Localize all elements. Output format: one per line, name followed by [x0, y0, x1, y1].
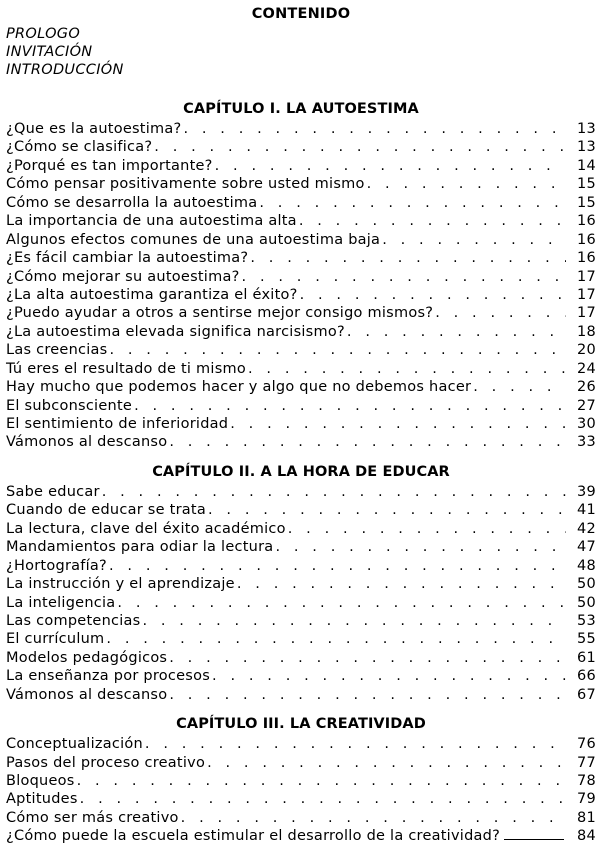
dot-leader	[109, 557, 566, 575]
toc-page-number: 16	[577, 231, 596, 248]
toc-entry-title: La instrucción y el aprendizaje	[6, 576, 235, 593]
toc-entry	[6, 686, 596, 704]
page-title: CONTENIDO	[251, 6, 351, 22]
table-of-contents-page	[6, 4, 596, 846]
toc-entry-title: La inteligencia	[6, 594, 116, 611]
toc-entry-title: Cómo pensar positivamente sobre usted mismo	[6, 176, 365, 193]
toc-entry-title: ¿La autoestima elevada significa narcisismo?	[6, 323, 345, 340]
dot-leader	[80, 790, 566, 808]
toc-entry-title: Vámonos al descanso	[6, 434, 168, 451]
toc-entry	[6, 649, 596, 667]
toc-entry-title: ¿Cómo se clasifica?	[6, 139, 153, 156]
front-matter-introduccion: INTRODUCCIÓN	[6, 62, 124, 78]
toc-entry	[6, 575, 596, 593]
toc-page-number: 15	[577, 194, 596, 211]
toc-entry	[6, 520, 596, 538]
toc-entry-title: Mandamientos para odiar la lectura	[6, 539, 274, 556]
dot-leader	[435, 304, 566, 322]
toc-page-number: 14	[577, 157, 596, 174]
toc-page-number: 17	[577, 286, 596, 303]
toc-entry-title: El subconsciente	[6, 397, 133, 414]
toc-entry	[6, 415, 596, 433]
dot-leader	[288, 520, 566, 538]
toc-entry-title: Modelos pedagógicos	[6, 649, 168, 666]
toc-page-number: 39	[577, 483, 596, 500]
toc-page-number: 42	[577, 520, 596, 537]
chapter-entries	[6, 735, 596, 846]
dot-leader	[367, 175, 566, 193]
dot-leader	[109, 341, 566, 359]
toc-page-number: 15	[577, 176, 596, 193]
toc-page-number: 66	[577, 668, 596, 685]
toc-entry-title: Cómo ser más creativo	[6, 809, 179, 826]
toc-page-number: 16	[577, 213, 596, 230]
toc-entry	[6, 138, 596, 156]
toc-entry	[6, 341, 596, 359]
dot-leader	[117, 594, 566, 612]
front-matter-invitacion: INVITACIÓN	[6, 44, 93, 60]
dot-leader	[77, 772, 566, 790]
toc-entry-title: Las creencias	[6, 342, 108, 359]
toc-entry	[6, 501, 596, 519]
dot-leader	[299, 212, 566, 230]
chapter-section	[6, 462, 596, 704]
toc-page-number: 78	[577, 773, 596, 789]
toc-entry	[6, 538, 596, 556]
toc-entry	[6, 175, 596, 193]
dot-leader	[242, 268, 566, 286]
dot-leader	[154, 138, 566, 156]
dot-leader	[134, 397, 566, 415]
chapter-section	[6, 714, 596, 846]
toc-entry	[6, 809, 596, 827]
dot-leader	[248, 360, 566, 378]
toc-entry-title: ¿Puedo ayudar a otros a sentirse mejor consigo mismos?	[6, 305, 434, 322]
chapter-title: CAPÍTULO III. LA CREATIVIDAD	[176, 716, 426, 733]
toc-page-number: 33	[577, 434, 596, 451]
toc-page-number: 13	[577, 139, 596, 156]
toc-page-number: 81	[577, 809, 596, 826]
dot-leader	[169, 686, 566, 704]
chapter-entries	[6, 120, 596, 452]
toc-entry-title: ¿Porqué es tan importante?	[6, 157, 213, 174]
dot-leader	[504, 829, 564, 840]
dot-leader	[300, 286, 566, 304]
dot-leader	[183, 120, 566, 138]
toc-entry	[6, 754, 596, 772]
dot-leader	[275, 538, 566, 556]
toc-page-number: 77	[577, 754, 596, 771]
dot-leader	[215, 157, 566, 175]
toc-page-number: 84	[577, 828, 596, 845]
toc-entry-title: Aptitudes	[6, 791, 78, 808]
toc-entry	[6, 433, 596, 451]
toc-entry	[6, 157, 596, 175]
toc-page-number: 61	[577, 649, 596, 666]
toc-entry-title: Sabe educar	[6, 483, 100, 500]
dot-leader	[106, 630, 566, 648]
toc-entry	[6, 772, 596, 790]
toc-entry-title: ¿Que es la autoestima?	[6, 121, 182, 137]
dot-leader	[169, 649, 566, 667]
toc-entry	[6, 735, 596, 753]
toc-entry-title: ¿Cómo mejorar su autoestima?	[6, 268, 240, 285]
chapter-title: CAPÍTULO II. A LA HORA DE EDUCAR	[152, 463, 450, 480]
toc-entry-title: Cuando de educar se trata	[6, 502, 206, 519]
dot-leader	[259, 194, 566, 212]
chapters-list	[6, 99, 596, 846]
toc-entry	[6, 612, 596, 630]
front-matter	[6, 25, 596, 79]
toc-entry	[6, 557, 596, 575]
dot-leader	[473, 378, 566, 396]
toc-entry	[6, 323, 596, 341]
dot-leader	[208, 501, 566, 519]
toc-entry-title: ¿Es fácil cambiar la autoestima?	[6, 250, 249, 267]
toc-entry-title: ¿Cómo puede la escuela estimular el desarrollo de la creatividad?	[6, 828, 501, 845]
chapter-title: CAPÍTULO I. LA AUTOESTIMA	[183, 101, 419, 117]
toc-entry	[6, 594, 596, 612]
toc-entry-title: El currículum	[6, 631, 105, 648]
toc-page-number: 30	[577, 416, 596, 432]
toc-entry	[6, 286, 596, 304]
toc-entry-title: La enseñanza por procesos	[6, 668, 211, 685]
toc-entry-title: La importancia de una autoestima alta	[6, 213, 297, 230]
toc-entry-title: Conceptualización	[6, 736, 143, 753]
toc-page-number: 13	[577, 121, 596, 137]
toc-entry	[6, 194, 596, 212]
toc-page-number: 48	[577, 557, 596, 574]
dot-leader	[142, 612, 566, 630]
front-matter-prologo: PROLOGO	[6, 26, 81, 42]
toc-page-number: 16	[577, 250, 596, 267]
dot-leader	[145, 735, 566, 753]
toc-entry	[6, 360, 596, 378]
toc-page-number: 17	[577, 268, 596, 285]
toc-page-number: 79	[577, 791, 596, 808]
toc-entry	[6, 249, 596, 267]
toc-entry-title: La lectura, clave del éxito académico	[6, 520, 286, 537]
toc-page-number: 27	[577, 397, 596, 414]
dot-leader	[102, 483, 566, 501]
toc-entry-title: ¿La alta autoestima garantiza el éxito?	[6, 286, 298, 303]
dot-leader	[230, 415, 566, 433]
toc-entry	[6, 304, 596, 322]
dot-leader	[169, 433, 566, 451]
toc-entry	[6, 120, 596, 138]
toc-page-number: 26	[577, 379, 596, 396]
toc-entry-title: Hay mucho que podemos hacer y algo que no debemos hacer	[6, 379, 472, 396]
dot-leader	[382, 231, 566, 249]
toc-entry-title: El sentimiento de inferioridad	[6, 416, 229, 432]
chapter-section	[6, 99, 596, 452]
toc-entry	[6, 667, 596, 685]
toc-page-number: 50	[577, 594, 596, 611]
toc-entry-title: Bloqueos	[6, 773, 75, 789]
toc-entry	[6, 630, 596, 648]
toc-entry-title: Las competencias	[6, 612, 141, 629]
toc-page-number: 20	[577, 342, 596, 359]
dot-leader	[347, 323, 566, 341]
toc-entry-title: Vámonos al descanso	[6, 686, 168, 703]
toc-entry	[6, 378, 596, 396]
toc-entry-title: Cómo se desarrolla la autoestima	[6, 194, 258, 211]
dot-leader	[181, 809, 566, 827]
toc-entry	[6, 231, 596, 249]
toc-page-number: 47	[577, 539, 596, 556]
toc-entry-title: Algunos efectos comunes de una autoestima baja	[6, 231, 381, 248]
chapter-entries	[6, 483, 596, 704]
toc-entry	[6, 827, 596, 845]
toc-entry-title: Pasos del proceso creativo	[6, 754, 206, 771]
toc-page-number: 53	[577, 612, 596, 629]
toc-page-number: 18	[577, 323, 596, 340]
dot-leader	[212, 667, 566, 685]
toc-page-number: 76	[577, 736, 596, 753]
toc-page-number: 24	[577, 360, 596, 377]
toc-entry-title: Tú eres el resultado de ti mismo	[6, 360, 247, 377]
dot-leader	[207, 754, 566, 772]
toc-page-number: 67	[577, 686, 596, 703]
toc-entry	[6, 790, 596, 808]
toc-page-number: 17	[577, 305, 596, 322]
toc-entry	[6, 397, 596, 415]
toc-page-number: 50	[577, 576, 596, 593]
toc-page-number: 41	[577, 502, 596, 519]
toc-entry	[6, 268, 596, 286]
dot-leader	[250, 249, 566, 267]
toc-entry-title: ¿Hortografía?	[6, 557, 108, 574]
toc-entry	[6, 483, 596, 501]
toc-page-number: 55	[577, 631, 596, 648]
dot-leader	[237, 575, 566, 593]
toc-entry	[6, 212, 596, 230]
